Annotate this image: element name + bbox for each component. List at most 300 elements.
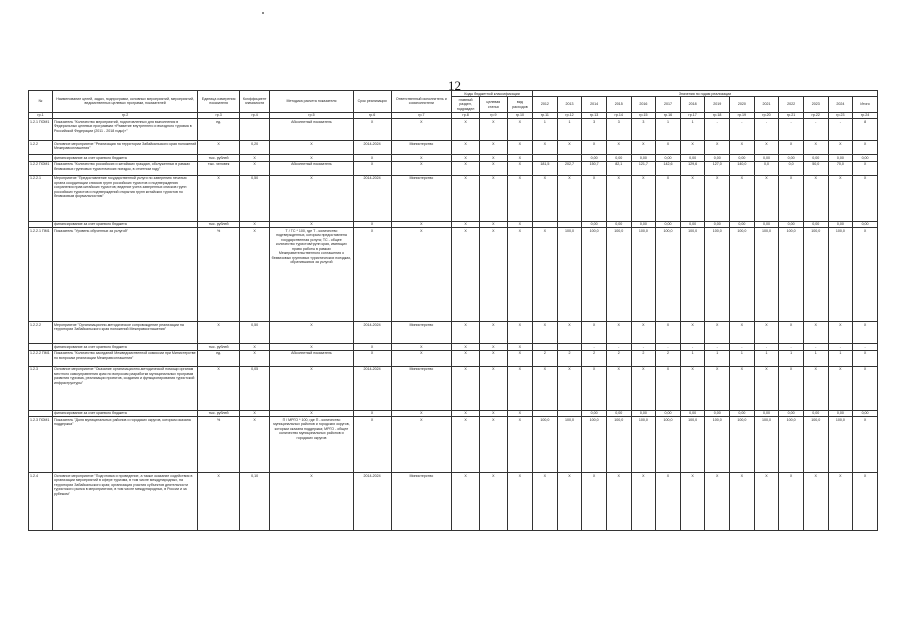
row-year-value: 100,0 — [582, 417, 607, 473]
row-executor: Х — [391, 344, 452, 350]
row-period: Х — [353, 350, 391, 366]
row-year-value: 3 — [606, 119, 631, 141]
row-year-value: 2 — [606, 350, 631, 366]
row-method: Абсолютный показатель — [270, 119, 353, 141]
column-number: гр.21 — [779, 112, 804, 118]
column-number: гр.20 — [754, 112, 779, 118]
row-year-value: - — [656, 344, 681, 350]
row-year-value: Х — [853, 366, 878, 410]
row-year-value: Х — [631, 366, 656, 410]
row-year-value: Х — [779, 175, 804, 221]
row-cs: Х — [479, 119, 507, 141]
row-year-value: Х — [656, 175, 681, 221]
row-vr: Х — [507, 417, 532, 473]
row-year-value: - — [631, 344, 656, 350]
row-year-value: Х — [656, 141, 681, 155]
row-year-value: Х — [631, 141, 656, 155]
row-year-value: 3 — [582, 119, 607, 141]
row-executor: Х — [391, 119, 452, 141]
row-year-value: 0,00 — [606, 221, 631, 227]
row-gr: Х — [452, 119, 480, 141]
row-year-value: 2 — [533, 350, 558, 366]
row-method: Абсолютный показатель — [270, 161, 353, 175]
row-vr: Х — [507, 350, 532, 366]
row-year-value: 0,0 — [754, 161, 779, 175]
row-year-value: 0,00 — [705, 155, 730, 161]
column-number: гр.23 — [828, 112, 853, 118]
header-year: 2021 — [754, 97, 779, 112]
row-executor: Х — [391, 161, 452, 175]
row-year-value: Х — [828, 141, 853, 155]
row-year-value: - — [705, 344, 730, 350]
row-year-value: 1 — [557, 119, 582, 141]
row-unit: Х — [198, 175, 240, 221]
header-year: 2014 — [582, 97, 607, 112]
row-year-value: Х — [533, 322, 558, 344]
row-executor: Министерство — [391, 141, 452, 155]
row-coef: Х — [239, 417, 269, 473]
header-year: Итого — [853, 97, 878, 112]
column-number: гр.7 — [391, 112, 452, 118]
row-year-value: 0,00 — [631, 221, 656, 227]
row-method: Х — [270, 175, 353, 221]
row-year-value: 0,00 — [779, 410, 804, 416]
row-executor: Х — [391, 410, 452, 416]
row-period: 2014-2024 — [353, 141, 391, 155]
row-coef: Х — [239, 161, 269, 175]
row-coef: 0,10 — [239, 473, 269, 531]
header-budget-group: Коды бюджетной классификации — [452, 91, 533, 97]
row-year-value: 0,00 — [803, 221, 828, 227]
row-gr: Х — [452, 228, 480, 322]
row-year-value: 100,0 — [680, 417, 705, 473]
row-year-value: Х — [631, 175, 656, 221]
row-unit: ед. — [198, 350, 240, 366]
header-year: 2016 — [631, 97, 656, 112]
row-year-value: Х — [803, 175, 828, 221]
row-gr: Х — [452, 473, 480, 531]
row-year-value: Х — [828, 175, 853, 221]
row-executor: Х — [391, 221, 452, 227]
row-year-value: Х — [828, 366, 853, 410]
row-executor: Х — [391, 155, 452, 161]
table-row — [29, 119, 878, 141]
table-row — [29, 141, 878, 155]
row-year-value: 0,00 — [680, 410, 705, 416]
row-gr: Х — [452, 155, 480, 161]
row-year-value: - — [803, 119, 828, 141]
row-year-value: 0,00 — [680, 221, 705, 227]
row-name: Показатель "Количество мероприятий, подготовленных для выполнения в Федеральных целевых программах «Развитие внутреннего и въездного туризма в Российской Федерации (2011 - 2018 годы)»" — [53, 119, 198, 141]
row-gr: Х — [452, 344, 480, 350]
row-year-value: 100,0 — [803, 417, 828, 473]
row-method: Х — [270, 155, 353, 161]
row-method: Х — [270, 366, 353, 410]
row-cs: Х — [479, 221, 507, 227]
row-year-value: Х — [533, 141, 558, 155]
row-year-value: 202,7 — [557, 161, 582, 175]
row-method: Х — [270, 410, 353, 416]
row-name: Показатель "Количество заседаний Межведомственной комиссии при Министерстве по вопросам реализации Межправсоглашения" — [53, 350, 198, 366]
row-vr: Х — [507, 119, 532, 141]
row-year-value: 100,0 — [754, 228, 779, 322]
row-year-value: Х — [803, 322, 828, 344]
row-year-value: Х — [582, 322, 607, 344]
row-unit: тыс. рублей — [198, 155, 240, 161]
row-year-value: Х — [606, 175, 631, 221]
row-year-value: 2 — [557, 350, 582, 366]
column-number: гр.10 — [507, 112, 532, 118]
row-cs: Х — [479, 344, 507, 350]
row-year-value: 0,00 — [606, 410, 631, 416]
row-year-value: 100,0 — [656, 417, 681, 473]
row-method: Х — [270, 344, 353, 350]
row-period: Х — [353, 155, 391, 161]
row-year-value: Х — [754, 473, 779, 531]
row-year-value: - — [779, 344, 804, 350]
row-year-value: 0,00 — [853, 410, 878, 416]
header-year: 2023 — [803, 97, 828, 112]
row-name: Показатель "Уровень обученных за услугой" — [53, 228, 198, 322]
row-coef: 0,20 — [239, 141, 269, 155]
page-number: 12 — [448, 78, 461, 93]
row-year-value: 0,00 — [828, 155, 853, 161]
row-year-value: 0,00 — [680, 155, 705, 161]
row-cs: Х — [479, 417, 507, 473]
row-year-value: Х — [853, 175, 878, 221]
row-number: 1.2.2.2 ПМ1 — [29, 350, 53, 366]
header-year: 2012 — [533, 97, 558, 112]
header-gr: главный раздел, подраздел — [452, 97, 480, 112]
row-year-value: 0,0 — [779, 161, 804, 175]
row-unit: Х — [198, 366, 240, 410]
row-year-value: 0,00 — [705, 221, 730, 227]
column-number: гр.19 — [730, 112, 755, 118]
row-year-value: Х — [754, 366, 779, 410]
table-row — [29, 350, 878, 366]
row-year-value: Х — [853, 141, 878, 155]
row-year-value: 50,0 — [803, 161, 828, 175]
column-number: гр.22 — [803, 112, 828, 118]
table-body — [29, 119, 878, 531]
row-year-value: - — [730, 119, 755, 141]
header-year: 2019 — [705, 97, 730, 112]
column-number: гр.8 — [452, 112, 480, 118]
row-year-value: Х — [656, 322, 681, 344]
row-year-value: 100,0 — [533, 417, 558, 473]
row-executor: Министерство — [391, 175, 452, 221]
row-number: 1.2.4 — [29, 473, 53, 531]
row-year-value: Х — [606, 473, 631, 531]
row-gr: Х — [452, 410, 480, 416]
row-year-value: Х — [853, 228, 878, 322]
column-number: гр.1 — [29, 112, 53, 118]
row-year-value: Х — [533, 473, 558, 531]
row-number: 1.2.2.1 ПМ1 — [29, 228, 53, 322]
row-year-value: - — [803, 344, 828, 350]
row-year-value: 129,6 — [680, 161, 705, 175]
row-gr: Х — [452, 350, 480, 366]
row-year-value: Х — [705, 322, 730, 344]
row-number: 1.2.2 ПОМ1 — [29, 161, 53, 175]
row-cs: Х — [479, 322, 507, 344]
row-year-value: Х — [557, 141, 582, 155]
row-year-value: - — [730, 344, 755, 350]
row-unit: тыс. рублей — [198, 344, 240, 350]
column-number: гр.17 — [680, 112, 705, 118]
row-year-value: Х — [779, 366, 804, 410]
row-year-value: - — [754, 119, 779, 141]
row-year-value: - — [754, 344, 779, 350]
row-name: финансирование за счет краевого бюджета — [53, 221, 198, 227]
row-year-value: Х — [730, 473, 755, 531]
row-year-value: Х — [533, 366, 558, 410]
row-year-value: Х — [705, 366, 730, 410]
row-number: 1.2.3 ПОМ1 — [29, 417, 53, 473]
header-cs: целевая статья — [479, 97, 507, 112]
header-year: 2015 — [606, 97, 631, 112]
column-number: гр.4 — [239, 112, 269, 118]
row-year-value: 1 — [779, 350, 804, 366]
row-year-value: Х — [853, 322, 878, 344]
row-year-value: 0,00 — [853, 221, 878, 227]
row-method: Т / ТС * 100, где Т - количество подтвержденных, которым предоставлена государственная услуга; ТС - общее количество туристов/групп края, имеющих право работы в рамках Межправительственного соглашения о безвизовых групповых туристических поездках, обратившихся за услугой — [270, 228, 353, 322]
row-gr: Х — [452, 161, 480, 175]
table-row — [29, 228, 878, 322]
row-year-value: 100,0 — [557, 417, 582, 473]
row-year-value: Х — [631, 473, 656, 531]
row-year-value: Х — [582, 366, 607, 410]
row-executor: Министерство — [391, 322, 452, 344]
row-year-value: Х — [730, 175, 755, 221]
row-cs: Х — [479, 473, 507, 531]
row-coef: Х — [239, 228, 269, 322]
row-executor: Х — [391, 417, 452, 473]
row-year-value: Х — [853, 161, 878, 175]
row-vr: Х — [507, 473, 532, 531]
row-year-value: 100,0 — [606, 417, 631, 473]
row-vr: Х — [507, 161, 532, 175]
column-number: гр.11 — [533, 112, 558, 118]
row-name: Мероприятие "Предоставление государственной услуги по заверению печатью органа координации списков групп российских туристов и подтверждению сохранения прав китайских туристов; ведение учета заверенных списков групп российских туристов и подтверждений открытия групп китайских туристов по безвизовым формальностям" — [53, 175, 198, 221]
row-year-value: 0,00 — [853, 155, 878, 161]
row-year-value: - — [680, 344, 705, 350]
row-year-value: 8 — [853, 119, 878, 141]
row-executor: Х — [391, 228, 452, 322]
row-year-value: Х — [730, 322, 755, 344]
row-gr: Х — [452, 417, 480, 473]
row-year-value: 0,00 — [705, 410, 730, 416]
row-year-value: 100,0 — [680, 228, 705, 322]
row-year-value: 100,0 — [779, 417, 804, 473]
row-unit: % — [198, 417, 240, 473]
row-year-value: 142,6 — [656, 161, 681, 175]
row-year-value: 100,0 — [656, 228, 681, 322]
table-row — [29, 366, 878, 410]
row-unit: тыс. рублей — [198, 410, 240, 416]
row-year-value: 0,00 — [631, 410, 656, 416]
row-vr: Х — [507, 344, 532, 350]
row-number: 1.2.2 — [29, 141, 53, 155]
row-coef: 0,50 — [239, 175, 269, 221]
row-year-value: Х — [705, 141, 730, 155]
row-gr: Х — [452, 141, 480, 155]
row-year-value: 1 — [754, 350, 779, 366]
row-year-value: 0,00 — [779, 221, 804, 227]
row-year-value: - — [606, 344, 631, 350]
row-year-value: 0,00 — [582, 221, 607, 227]
row-executor: Министерство — [391, 366, 452, 410]
row-year-value: Х — [853, 350, 878, 366]
row-year-value: - — [705, 119, 730, 141]
column-number: гр.5 — [270, 112, 353, 118]
row-vr: Х — [507, 155, 532, 161]
row-year-value: 100,0 — [730, 417, 755, 473]
row-coef: Х — [239, 221, 269, 227]
row-year-value: 100,0 — [754, 417, 779, 473]
row-name: финансирование за счет краевого бюджета — [53, 410, 198, 416]
row-period: Х — [353, 344, 391, 350]
column-number: гр.15 — [631, 112, 656, 118]
row-year-value: 100,0 — [828, 417, 853, 473]
column-number: гр.6 — [353, 112, 391, 118]
table-row — [29, 175, 878, 221]
row-method: П / МРГО * 100, где П - количество муниципальных районов и городских округов, которым оказана поддержка; МРГО - общее количество муниципальных районов и городских округов — [270, 417, 353, 473]
row-year-value: 0,00 — [730, 221, 755, 227]
row-year-value: 0,00 — [656, 410, 681, 416]
row-year-value: Х — [606, 141, 631, 155]
row-number: 1.2.2.1 — [29, 175, 53, 221]
row-year-value: Х — [557, 322, 582, 344]
row-unit: Х — [198, 322, 240, 344]
row-year-value: Х — [828, 322, 853, 344]
row-year-value: Х — [606, 366, 631, 410]
row-vr: Х — [507, 322, 532, 344]
row-year-value: Х — [853, 473, 878, 531]
row-year-value: 0,00 — [631, 155, 656, 161]
row-year-value: 100,0 — [803, 228, 828, 322]
row-executor: Министерство — [391, 473, 452, 531]
row-year-value: Х — [705, 175, 730, 221]
header-year: 2018 — [680, 97, 705, 112]
row-year-value: Х — [557, 473, 582, 531]
header-no: № — [29, 91, 53, 113]
row-year-value: 1 — [828, 350, 853, 366]
row-vr: Х — [507, 228, 532, 322]
row-coef: Х — [239, 344, 269, 350]
row-year-value: 82,1 — [606, 161, 631, 175]
row-vr: Х — [507, 221, 532, 227]
row-year-value: Х — [803, 141, 828, 155]
row-coef: Х — [239, 155, 269, 161]
row-year-value: 0,00 — [803, 410, 828, 416]
row-year-value: Х — [779, 322, 804, 344]
row-year-value: 121,7 — [631, 161, 656, 175]
row-method: Х — [270, 221, 353, 227]
row-method: Х — [270, 473, 353, 531]
row-year-value: 100,0 — [705, 228, 730, 322]
row-name: финансирование за счет краевого бюджета — [53, 155, 198, 161]
row-year-value: 100,0 — [828, 228, 853, 322]
row-period: Х — [353, 161, 391, 175]
row-year-value: 0,00 — [754, 221, 779, 227]
header-name: Наименование целей, задач, подпрограмм, основных мероприятий, мероприятий, ведомственных целевых программ, показателей — [53, 91, 198, 113]
table-row — [29, 322, 878, 344]
row-year-value: Х — [606, 322, 631, 344]
header-unit: Единица измерения показателя — [198, 91, 240, 113]
header-method: Методика расчета показателя — [270, 91, 353, 113]
row-year-value: 1 — [803, 350, 828, 366]
row-year-value: 1 — [680, 119, 705, 141]
column-number: гр.3 — [198, 112, 240, 118]
row-year-value: Х — [680, 175, 705, 221]
row-period: 2014-2024 — [353, 366, 391, 410]
row-year-value: 1 — [680, 350, 705, 366]
row-name: Показатель "Доля муниципальных районов и городских округов, которым оказана поддержка" — [53, 417, 198, 473]
row-gr: Х — [452, 366, 480, 410]
row-year-value: Х — [730, 141, 755, 155]
row-coef: Х — [239, 350, 269, 366]
table-header — [29, 91, 878, 119]
row-gr: Х — [452, 322, 480, 344]
row-executor: Х — [391, 350, 452, 366]
row-year-value: 100,0 — [705, 417, 730, 473]
row-unit: Х — [198, 141, 240, 155]
row-year-value: 1 — [533, 119, 558, 141]
row-year-value: 0,00 — [606, 155, 631, 161]
table-row — [29, 473, 878, 531]
row-year-value: 0,00 — [582, 155, 607, 161]
row-period: Х — [353, 119, 391, 141]
row-period: Х — [353, 228, 391, 322]
row-year-value: 0,00 — [779, 155, 804, 161]
row-year-value: 2 — [582, 350, 607, 366]
row-coef: 0,05 — [239, 366, 269, 410]
row-unit: тыс. рублей — [198, 221, 240, 227]
header-years-group: Значения по годам реализации — [533, 91, 878, 97]
row-year-value: 70,0 — [828, 161, 853, 175]
row-year-value: 3 — [631, 119, 656, 141]
row-gr: Х — [452, 221, 480, 227]
row-period: Х — [353, 221, 391, 227]
row-year-value: 140,0 — [730, 161, 755, 175]
row-unit: Х — [198, 473, 240, 531]
row-name: финансирование за счет краевого бюджета — [53, 344, 198, 350]
row-cs: Х — [479, 175, 507, 221]
row-coef: Х — [239, 410, 269, 416]
row-year-value: Х — [779, 141, 804, 155]
row-coef — [239, 119, 269, 141]
row-year-value: Х — [533, 228, 558, 322]
row-number: 1.2.2.2 — [29, 322, 53, 344]
row-year-value: 100,0 — [631, 228, 656, 322]
column-number: гр.13 — [582, 112, 607, 118]
row-year-value: - — [582, 344, 607, 350]
row-year-value: 1 — [656, 119, 681, 141]
row-vr: Х — [507, 366, 532, 410]
row-year-value: Х — [754, 175, 779, 221]
row-unit: тыс. человек — [198, 161, 240, 175]
row-year-value: 1 — [705, 350, 730, 366]
row-year-value: 100,0 — [582, 228, 607, 322]
row-unit: % — [198, 228, 240, 322]
row-period: 2014-2024 — [353, 175, 391, 221]
header-year: 2024 — [828, 97, 853, 112]
row-gr: Х — [452, 175, 480, 221]
row-year-value: Х — [582, 175, 607, 221]
row-year-value: Х — [705, 473, 730, 531]
row-year-value: 127,0 — [705, 161, 730, 175]
